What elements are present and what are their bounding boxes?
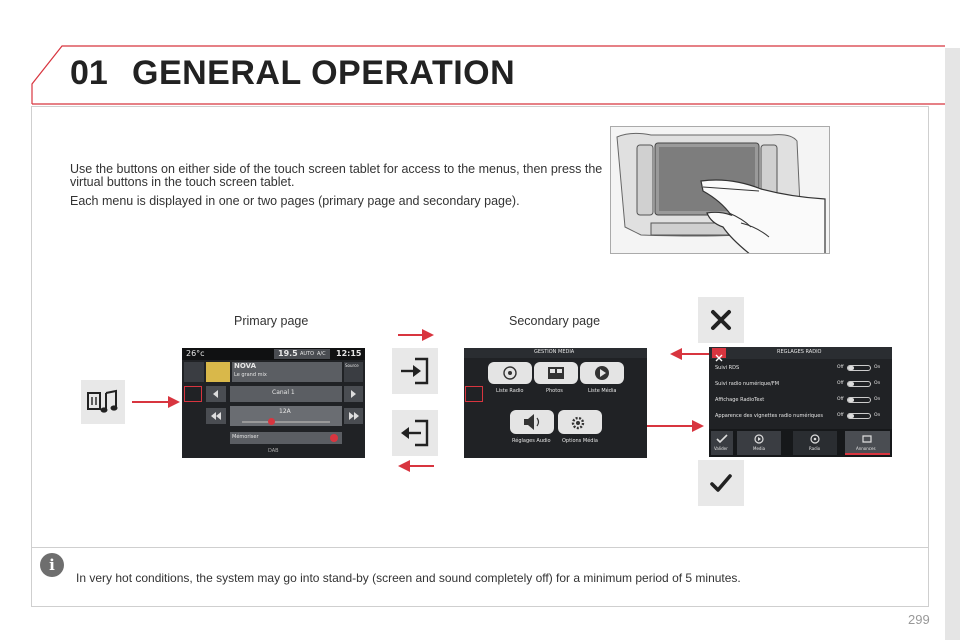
info-icon: i	[40, 553, 64, 577]
dashboard-illustration	[610, 126, 830, 254]
check-icon	[710, 473, 732, 493]
arrow-back	[398, 458, 434, 474]
ac-label: A/C	[317, 351, 326, 357]
tab-radio-icon	[793, 432, 837, 446]
primary-page-screen	[182, 348, 365, 458]
secondary-page-label: Secondary page	[509, 314, 601, 328]
setting-row-2-toggle[interactable]	[847, 381, 871, 387]
setting-row-2-off: Off	[837, 381, 844, 386]
intro-paragraph-1: Use the buttons on either side of the touch screen tablet for access to the menus, then press the virtual buttons in the touch screen tablet.	[70, 162, 603, 189]
setting-row-1-on: On	[874, 365, 881, 370]
next-button[interactable]	[344, 386, 363, 402]
setting-row-4-off: Off	[837, 413, 844, 418]
outside-temperature: 26°c	[186, 349, 205, 358]
media-side-icon[interactable]	[465, 386, 483, 402]
station-logo	[206, 362, 230, 382]
setting-row-4-on: On	[874, 413, 881, 418]
arrow-forward	[398, 327, 434, 343]
tab-media[interactable]	[737, 431, 781, 455]
page-back-icon	[399, 419, 431, 447]
setting-row-2-label: Suivi radio numérique/FM	[715, 381, 780, 387]
setting-row-3-off: Off	[837, 397, 844, 402]
station-name: NOVA	[234, 362, 256, 370]
memorise-label: Mémoriser	[232, 434, 259, 440]
tab-media-icon	[737, 432, 781, 446]
prev-button[interactable]	[206, 386, 226, 402]
setting-row-3-on: On	[874, 397, 881, 402]
tab-validate-label: Valider	[714, 446, 728, 451]
page-back-button[interactable]	[392, 410, 438, 456]
setting-row-3-toggle[interactable]	[847, 397, 871, 403]
setting-row-4-label: Apparence des vignettes radio numériques	[715, 413, 823, 419]
media-button-tile[interactable]	[81, 380, 125, 424]
music-media-icon	[86, 389, 120, 415]
tab-announcements-label: Annonces	[856, 446, 876, 451]
list-label: Canal 1	[272, 389, 295, 396]
skip-forward-icon	[344, 408, 363, 424]
media-item-5: Options Média	[562, 438, 598, 444]
tuning-slider[interactable]	[268, 418, 275, 425]
close-icon	[712, 353, 726, 363]
check-button[interactable]	[698, 460, 744, 506]
secondary-page-screen	[464, 348, 647, 458]
radio-side-icon[interactable]	[184, 386, 202, 402]
clock: 12:15	[336, 349, 362, 358]
setting-row-1-label: Suivi RDS	[715, 365, 740, 371]
primary-page-label: Primary page	[234, 314, 309, 328]
station-subtitle: Le grand mix	[234, 372, 267, 378]
chevron-right-icon	[344, 386, 363, 402]
audio-settings-icon	[510, 410, 554, 434]
media-list-button[interactable]	[580, 362, 624, 384]
page-number: 299	[908, 612, 930, 627]
media-item-2: Photos	[546, 388, 563, 394]
radio-list-button[interactable]	[488, 362, 532, 384]
auto-label: AUTO	[300, 351, 315, 357]
media-item-3: Liste Média	[588, 388, 617, 394]
setting-row-1-off: Off	[837, 365, 844, 370]
tab-radio[interactable]	[793, 431, 837, 455]
hand-touching-screen-illustration	[611, 127, 830, 254]
setting-row-4-toggle[interactable]	[847, 413, 871, 419]
skip-forward-button[interactable]	[344, 408, 363, 424]
arrow-to-settings	[670, 346, 712, 362]
gear-icon	[558, 410, 602, 434]
band-label[interactable]: DAB	[268, 448, 279, 454]
fan-button[interactable]	[184, 362, 204, 382]
sources-label: Source	[345, 363, 359, 368]
note-text: In very hot conditions, the system may go into stand-by (screen and sound completely off) for a minimum period of 5 minutes.	[76, 571, 741, 585]
chapter-number: 01	[70, 54, 108, 92]
skip-back-icon	[206, 408, 226, 424]
setting-row-3-label: Affichage RadioText	[715, 397, 765, 403]
page-forward-button[interactable]	[392, 348, 438, 394]
photos-button[interactable]	[534, 362, 578, 384]
photos-icon	[534, 362, 578, 384]
set-temperature: 19.5	[278, 349, 298, 358]
tab-validate-check-icon	[711, 432, 733, 446]
side-tab-strip	[945, 48, 960, 640]
setting-row-2-on: On	[874, 381, 881, 386]
close-settings-button[interactable]	[712, 348, 726, 358]
cross-button[interactable]	[698, 297, 744, 343]
page-forward-icon	[399, 357, 431, 385]
tab-media-label: Media	[753, 446, 766, 451]
media-options-button[interactable]	[558, 410, 602, 434]
list-value: 12A	[279, 408, 291, 415]
setting-row-1-toggle[interactable]	[847, 365, 871, 371]
media-play-icon	[580, 362, 624, 384]
radio-icon	[488, 362, 532, 384]
audio-settings-button[interactable]	[510, 410, 554, 434]
arrow-from-secondary	[646, 418, 704, 434]
intro-paragraph-2: Each menu is displayed in one or two pages (primary page and secondary page).	[70, 194, 520, 208]
page-title: GENERAL OPERATION	[132, 54, 516, 92]
tab-announcements-icon	[845, 432, 890, 446]
tab-validate[interactable]	[711, 431, 733, 455]
arrow-to-primary	[132, 394, 180, 410]
tab-announcements[interactable]	[845, 431, 890, 455]
media-item-4: Réglages Audio	[512, 438, 551, 444]
cross-icon	[710, 309, 732, 331]
skip-back-button[interactable]	[206, 408, 226, 424]
media-item-1: Liste Radio	[496, 388, 524, 394]
intro-text	[70, 163, 610, 214]
chevron-left-icon	[206, 386, 226, 402]
tab-radio-label: Radio	[809, 446, 821, 451]
radio-settings-screen	[709, 347, 892, 457]
settings-title: REGLAGES RADIO	[777, 349, 822, 355]
secondary-screen-title: GESTION MEDIA	[534, 349, 575, 355]
